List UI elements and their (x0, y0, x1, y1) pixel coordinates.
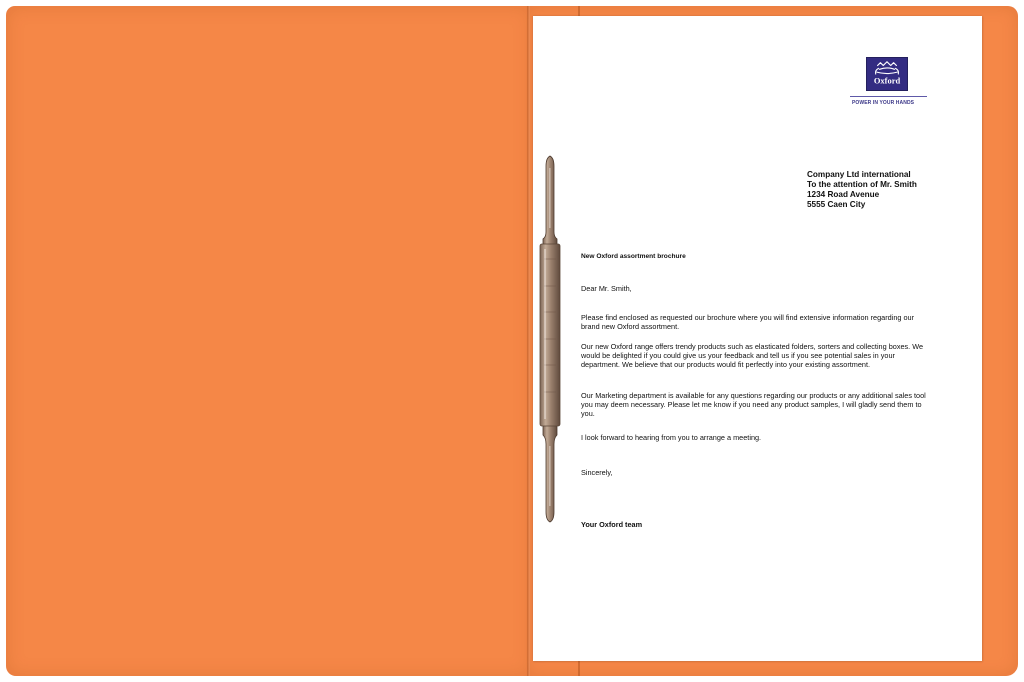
oxford-logo-icon (867, 58, 907, 90)
letter-paragraph: Our new Oxford range offers trendy products such as elasticated folders, sorters and collecting boxes. We would be delighted if you could give us your feedback and tell us if you see potential sales in your department. We believe that our products would fit perfectly into your existing assortment. (581, 342, 924, 370)
letter-closing: Sincerely, (581, 468, 613, 477)
recipient-street: 1234 Road Avenue (807, 190, 880, 199)
folder-bottom-notch (578, 661, 580, 676)
oxford-logo (866, 57, 908, 91)
letter-paragraph: Please find enclosed as requested our brochure where you will find extensive information regarding our brand new Oxford assortment. (581, 313, 915, 332)
metal-fastener-icon (536, 154, 565, 524)
recipient-company: Company Ltd international (807, 170, 911, 179)
recipient-city: 5555 Caen City (807, 200, 866, 209)
logo-tagline: POWER IN YOUR HANDS (852, 100, 915, 106)
letter-salutation: Dear Mr. Smith, (581, 284, 632, 293)
letter-signature: Your Oxford team (581, 520, 643, 529)
letter-paragraph: I look forward to hearing from you to arrange a meeting. (581, 433, 762, 442)
letter-paragraph: Our Marketing department is available for any questions regarding our products or any additional sales tool you may deem necessary. Please let me know if you need any product samples, I will gladly send them to you. (581, 391, 926, 419)
metal-fastener (536, 154, 565, 524)
recipient-attention: To the attention of Mr. Smith (807, 180, 917, 189)
folder-spine (527, 6, 530, 676)
logo-divider (850, 96, 927, 97)
svg-text:Oxford: Oxford (873, 75, 901, 86)
letter-subject: New Oxford assortment brochure (581, 253, 686, 260)
folder-left-cover (6, 6, 531, 676)
letter-page (533, 16, 982, 661)
recipient-address (807, 170, 977, 210)
